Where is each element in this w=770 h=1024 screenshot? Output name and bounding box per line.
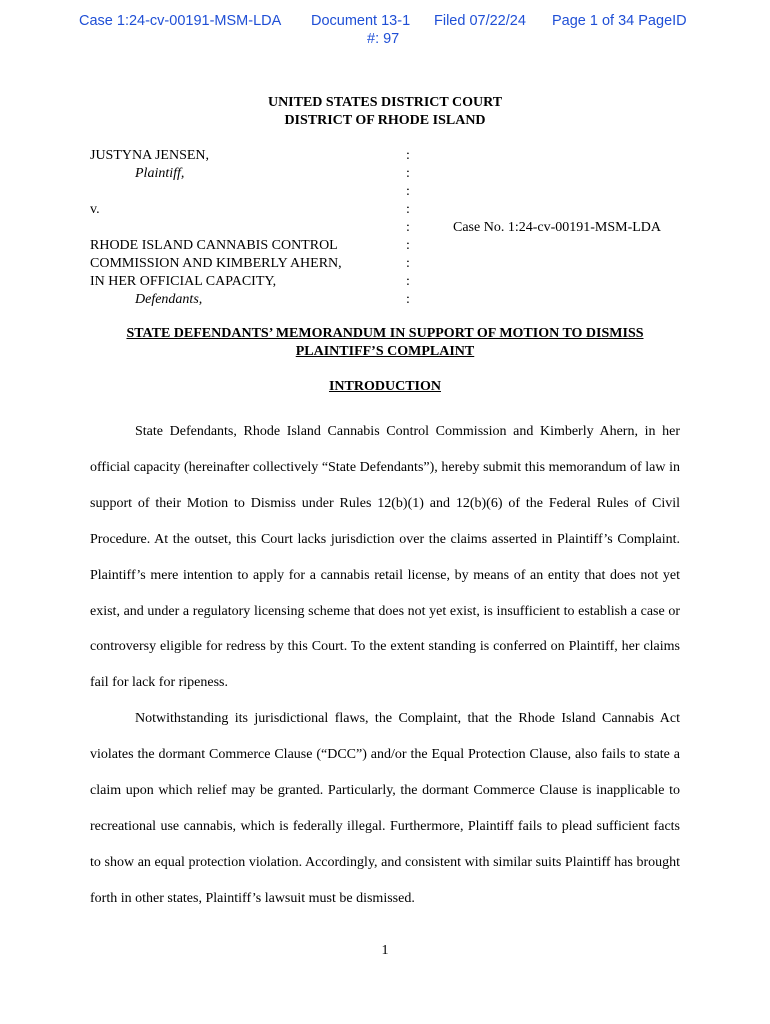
court-district: DISTRICT OF RHODE ISLAND: [284, 113, 486, 128]
caption-colon: :: [406, 184, 410, 199]
defendant-role: Defendants,: [135, 292, 203, 307]
introduction-heading: INTRODUCTION: [328, 379, 441, 394]
caption-colon: :: [406, 256, 410, 271]
caption-colon: :: [406, 148, 410, 163]
defendant-line-2: COMMISSION AND KIMBERLY AHERN,: [90, 256, 342, 271]
caption-spacer: [90, 219, 390, 237]
court-name: UNITED STATES DISTRICT COURT: [267, 95, 503, 110]
defendant-line-1: RHODE ISLAND CANNABIS CONTROL: [90, 238, 338, 253]
body-text: [90, 414, 680, 917]
caption-colon: :: [406, 238, 410, 253]
caption-colon: :: [406, 202, 410, 217]
plaintiff-role: Plaintiff,: [135, 166, 185, 181]
caption-spacer: [90, 183, 390, 201]
paragraph: Notwithstanding its jurisdictional flaws, the Complaint, that the Rhode Island Cannabis Act violates the dormant Commerce Clause (“DCC”) and/or the Equal Protection Clause, also fails to state a claim upon which relief may be granted. Particularly, the dormant Commerce Clause is inapplicable to recreational use cannabis, which is federally illegal. Furthermore, Plaintiff fails to plead sufficient facts to show an equal protection violation. Accordingly, and consistent with similar suits Plaintiff has brought forth in other states, Plaintiff’s lawsuit must be dismissed.: [90, 711, 680, 906]
ecf-case-number: Case 1:24-cv-00191-MSM-LDA: [79, 13, 282, 29]
page-number: 1: [381, 943, 389, 958]
caption-colon: :: [406, 292, 410, 307]
paragraph: State Defendants, Rhode Island Cannabis Control Commission and Kimberly Ahern, in her official capacity (hereinafter collectively “State Defendants”), hereby submit this memorandum of law in support of their Motion to Dismiss under Rules 12(b)(1) and 12(b)(6) of the Federal Rules of Civil Procedure. At the outset, this Court lacks jurisdiction over the claims asserted in Plaintiff’s Complaint. Plaintiff’s mere intention to apply for a cannabis retail license, by means of an entity that does not yet exist, and under a regulatory licensing scheme that does not yet exist, is insufficient to establish a case or controversy eligible for redress by this Court. To the extent standing is conferred on Plaintiff, her claims fail for lack for ripeness.: [90, 424, 680, 691]
ecf-page-count: Page 1 of 34 PageID: [552, 13, 687, 29]
caption-colon: :: [406, 220, 410, 235]
versus: v.: [90, 202, 100, 217]
case-number: Case No. 1:24-cv-00191-MSM-LDA: [453, 220, 662, 235]
memorandum-title-line-2: PLAINTIFF’S COMPLAINT: [295, 344, 475, 359]
memorandum-title: [0, 325, 770, 361]
defendant-line-3: IN HER OFFICIAL CAPACITY,: [90, 274, 277, 289]
ecf-filed-date: Filed 07/22/24: [434, 13, 526, 29]
memorandum-title-line-1: STATE DEFENDANTS’ MEMORANDUM IN SUPPORT OF MOTION TO DISMISS: [126, 326, 644, 341]
ecf-pageid: #: 97: [367, 31, 400, 47]
court-heading: [0, 94, 770, 130]
section-heading: [0, 378, 770, 396]
caption-colon-column: [406, 147, 416, 309]
plaintiff-name: JUSTYNA JENSEN,: [90, 148, 210, 163]
caption-parties: [90, 147, 390, 309]
ecf-document-number: Document 13-1: [311, 13, 411, 29]
caption-colon: :: [406, 166, 410, 181]
caption-colon: :: [406, 274, 410, 289]
